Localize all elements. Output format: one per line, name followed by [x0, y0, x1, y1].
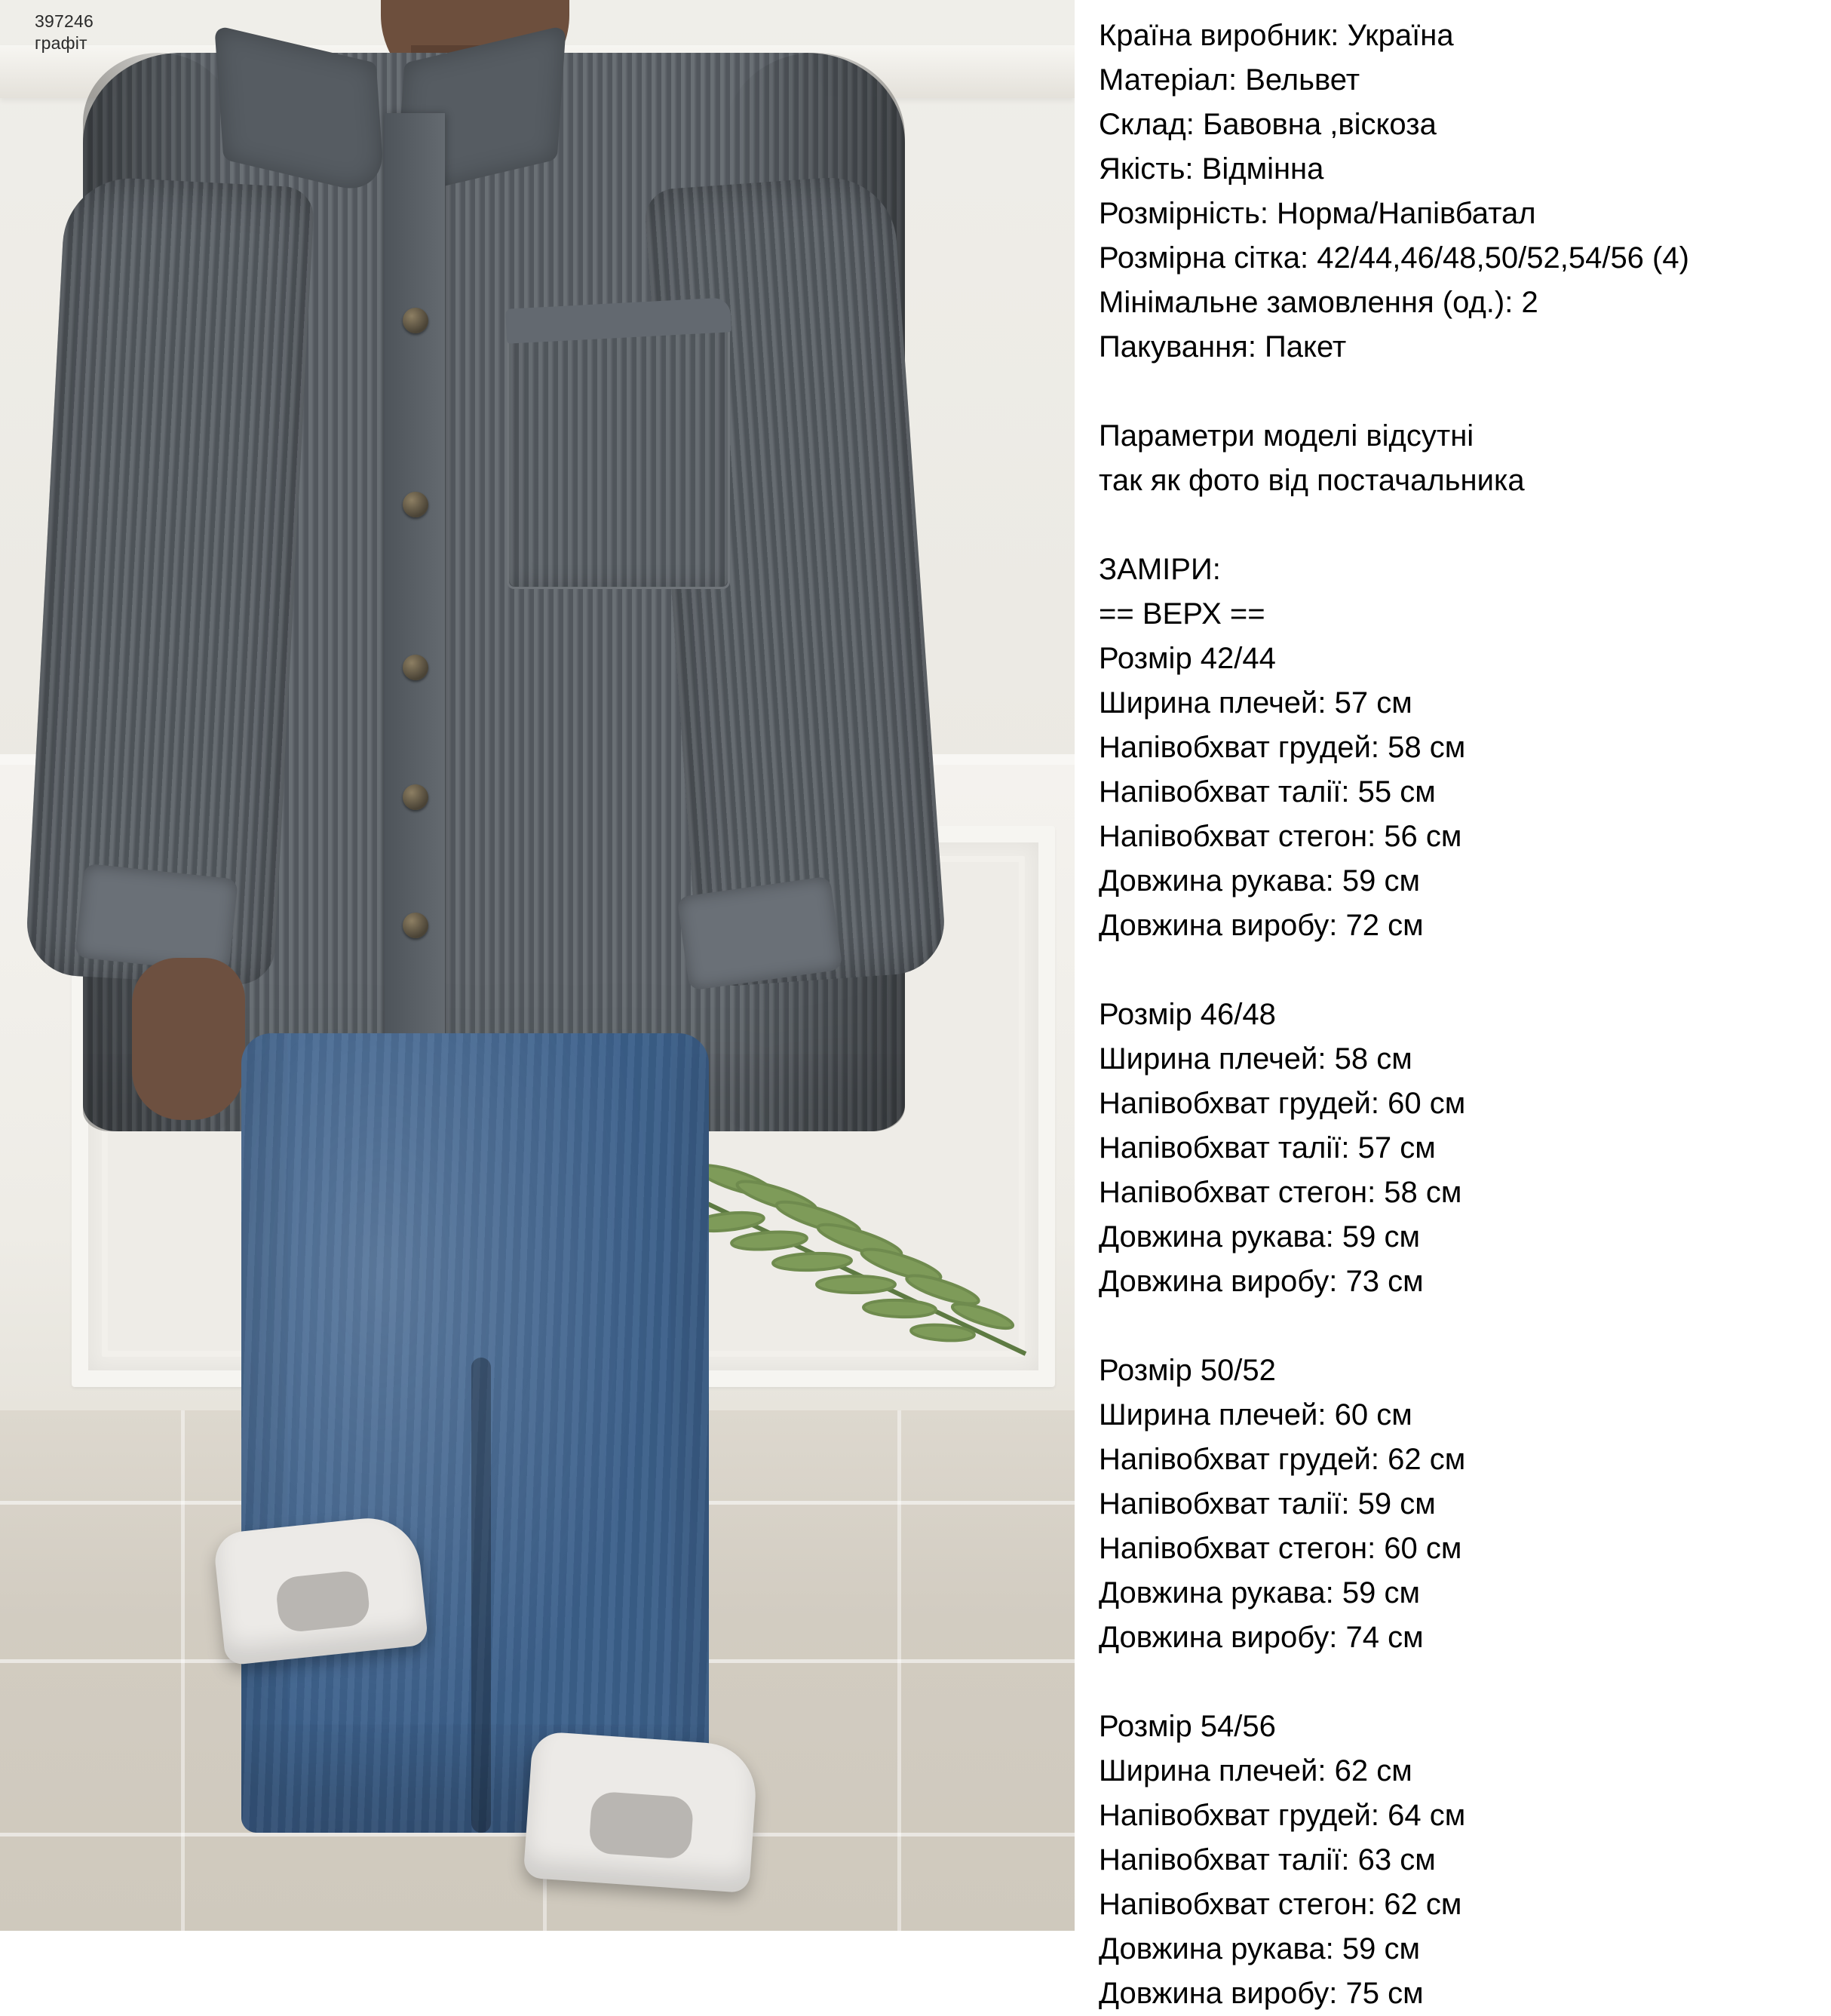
model-params-note-line-2: так як фото від постачальника [1099, 464, 1525, 497]
size-title-4: Розмір 54/56 [1099, 1710, 1276, 1743]
size-1-sleeve: Довжина рукава: 59 см [1099, 864, 1420, 898]
size-3-waist: Напівобхват талії: 59 см [1099, 1487, 1436, 1520]
size-1-waist: Напівобхват талії: 55 см [1099, 775, 1436, 809]
spacer [1099, 370, 1808, 414]
spec-quality: Якість: Відмінна [1099, 152, 1324, 186]
size-3-chest: Напівобхват грудей: 62 см [1099, 1443, 1466, 1476]
shirt-button [403, 655, 428, 680]
size-4-waist: Напівобхват талії: 63 см [1099, 1843, 1436, 1876]
model-params-note-line-1: Параметри моделі відсутні [1099, 419, 1474, 453]
spec-packaging: Пакування: Пакет [1099, 330, 1347, 364]
size-4-chest: Напівобхват грудей: 64 см [1099, 1799, 1466, 1832]
sku-color: графіт [35, 33, 87, 54]
size-2-chest: Напівобхват грудей: 60 см [1099, 1087, 1466, 1120]
spec-size-grid: Розмірна сітка: 42/44,46/48,50/52,54/56 (4) [1099, 241, 1689, 275]
specification-panel [1075, 0, 1831, 2010]
blue-jeans [241, 1033, 709, 1833]
spacer [1099, 948, 1808, 993]
spacer [1099, 1304, 1808, 1349]
sneaker-left [213, 1513, 429, 1665]
size-4-hips: Напівобхват стегон: 62 см [1099, 1888, 1462, 1921]
shirt-button [403, 308, 428, 333]
shirt-sleeve-left [24, 175, 314, 987]
sku-label [35, 11, 94, 55]
size-3-hips: Напівобхват стегон: 60 см [1099, 1532, 1462, 1565]
shirt-button [403, 913, 428, 938]
spacer [1099, 503, 1808, 548]
size-title-3: Розмір 50/52 [1099, 1354, 1276, 1387]
size-1-chest: Напівобхват грудей: 58 см [1099, 731, 1466, 764]
size-title-1: Розмір 42/44 [1099, 642, 1276, 675]
spacer [1099, 1660, 1808, 1705]
size-1-shoulders: Ширина плечей: 57 см [1099, 686, 1412, 720]
shirt-placket [385, 113, 445, 1086]
size-2-sleeve: Довжина рукава: 59 см [1099, 1220, 1420, 1253]
spec-material: Матеріал: Вельвет [1099, 63, 1360, 97]
size-4-length: Довжина виробу: 75 см [1099, 1977, 1424, 2010]
spec-sizing: Розмірність: Норма/Напівбатал [1099, 197, 1536, 230]
spec-min-order: Мінімальне замовлення (од.): 2 [1099, 286, 1538, 319]
size-3-length: Довжина виробу: 74 см [1099, 1621, 1424, 1654]
size-4-shoulders: Ширина плечей: 62 см [1099, 1754, 1412, 1787]
measurements-title: ЗАМІРИ: [1099, 553, 1221, 586]
size-2-shoulders: Ширина плечей: 58 см [1099, 1042, 1412, 1076]
sku-code: 397246 [35, 11, 94, 31]
model-hand-left [132, 958, 245, 1120]
spec-country: Країна виробник: Україна [1099, 19, 1454, 52]
size-1-hips: Напівобхват стегон: 56 см [1099, 820, 1462, 853]
size-2-hips: Напівобхват стегон: 58 см [1099, 1176, 1462, 1209]
size-3-shoulders: Ширина плечей: 60 см [1099, 1398, 1412, 1431]
size-title-2: Розмір 46/48 [1099, 998, 1276, 1031]
measurements-section-title: == ВЕРХ == [1099, 597, 1265, 631]
shirt-button [403, 492, 428, 517]
size-2-waist: Напівобхват талії: 57 см [1099, 1131, 1436, 1164]
size-2-length: Довжина виробу: 73 см [1099, 1265, 1424, 1298]
size-1-length: Довжина виробу: 72 см [1099, 909, 1424, 942]
size-4-sleeve: Довжина рукава: 59 см [1099, 1932, 1420, 1965]
spec-composition: Склад: Бавовна ,віскоза [1099, 108, 1437, 141]
sneaker-right [523, 1731, 759, 1893]
size-3-sleeve: Довжина рукава: 59 см [1099, 1576, 1420, 1609]
shirt-button [403, 784, 428, 810]
shirt-chest-pocket [507, 313, 730, 589]
shirt-cuff-left [75, 864, 238, 974]
